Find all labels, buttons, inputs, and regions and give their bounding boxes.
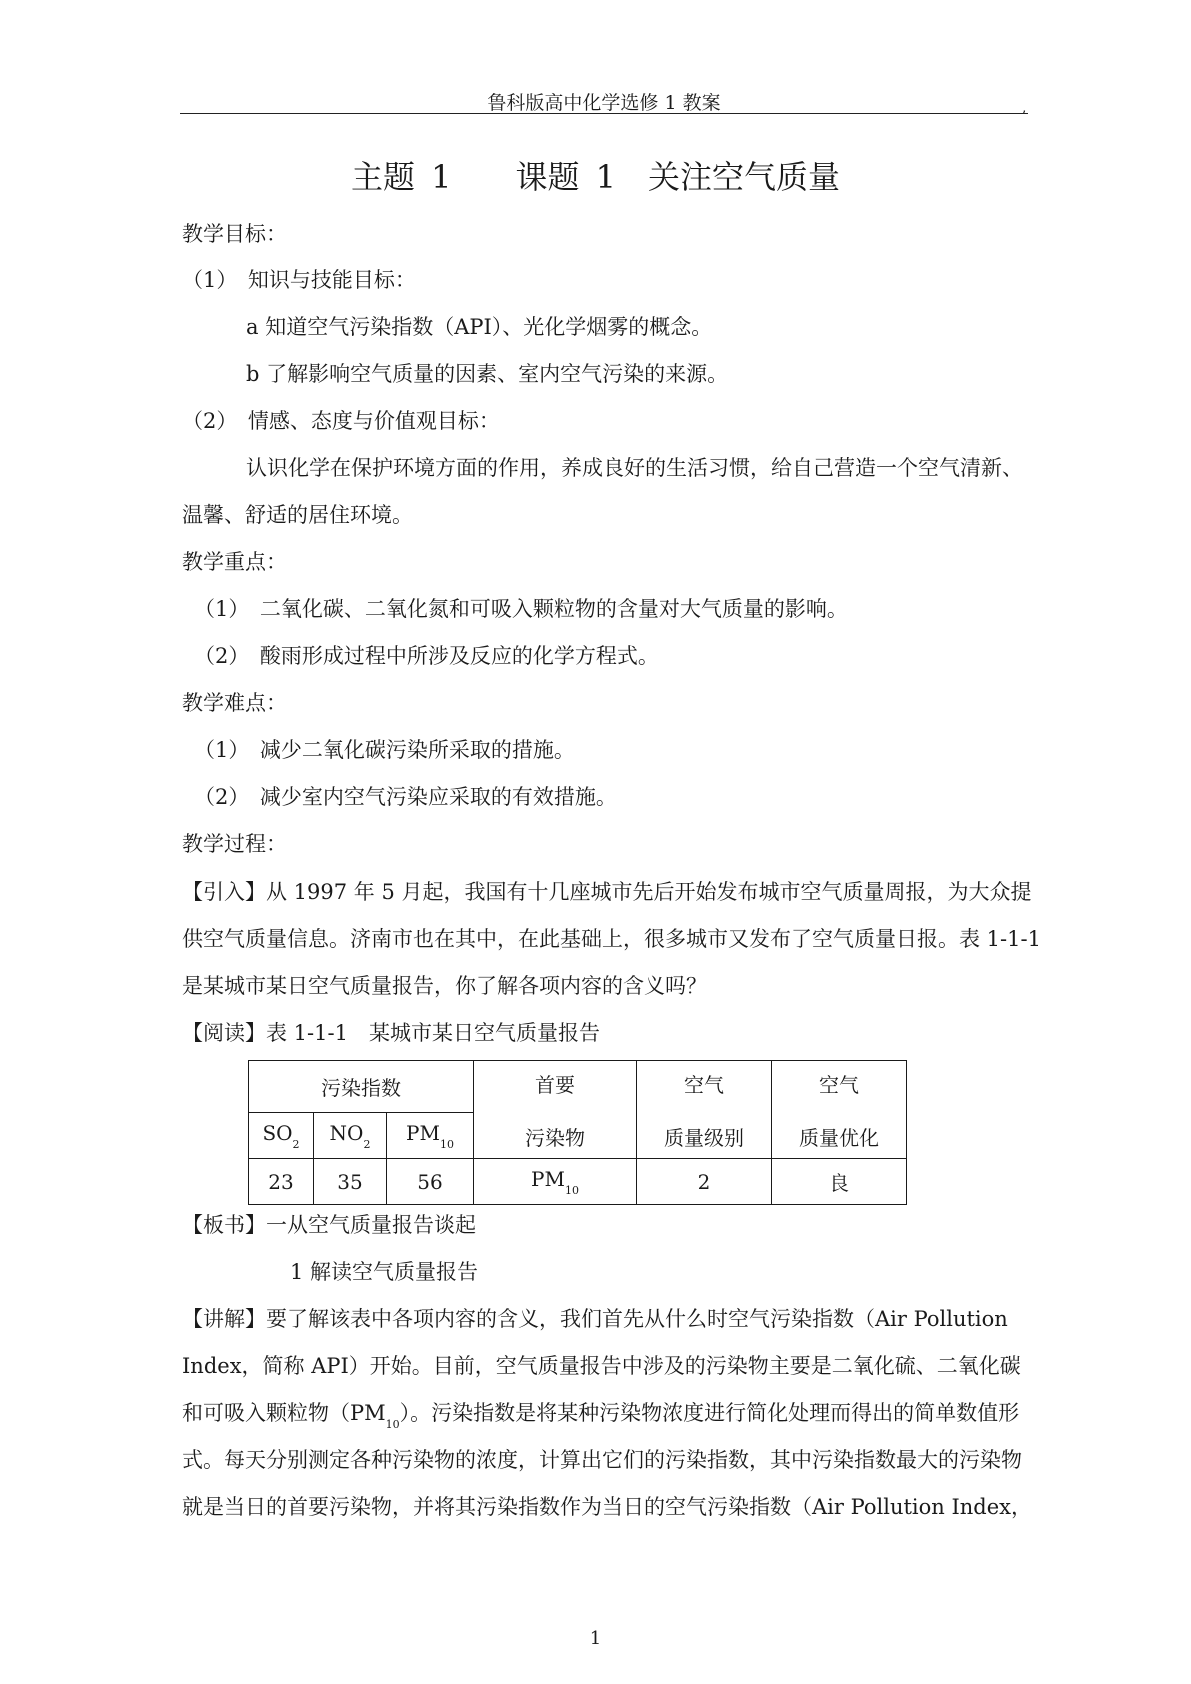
table-row	[249, 1159, 907, 1205]
value-air-quality-rating: 良	[772, 1159, 907, 1205]
intro-line-2: 供空气质量信息。济南市也在其中，在此基础上，很多城市又发布了空气质量日报。表 1-1-1	[182, 927, 1041, 951]
value-so2: 23	[249, 1159, 314, 1205]
header-pollution-index: 污染指数	[249, 1061, 474, 1113]
page-number: 1	[589, 1628, 602, 1649]
read-caption: 【阅读】表 1-1-1 某城市某日空气质量报告	[182, 1021, 600, 1045]
goals-heading: 教学目标：	[182, 222, 287, 246]
value-no2: 35	[314, 1159, 387, 1205]
header-primary-line-1: 首要	[535, 1072, 575, 1097]
header-rule	[180, 113, 1028, 114]
key-points-heading: 教学重点：	[182, 550, 287, 574]
header-primary-line-2: 污染物	[525, 1125, 585, 1150]
explain-line-2: Index，简称 API）开始。目前，空气质量报告中涉及的污染物主要是二氧化硫、二氧化碳	[182, 1354, 1021, 1378]
difficulties-item-2: （2） 减少室内空气污染应采取的有效措施。	[194, 785, 617, 809]
value-pm10: 56	[387, 1159, 474, 1205]
document-title: 主题 1 课题 1 关注空气质量	[350, 158, 841, 196]
header-primary-pollutant	[474, 1061, 637, 1159]
goals-item-2-line-2: 温馨、舒适的居住环境。	[182, 503, 413, 527]
header-air-level-line-2: 质量级别	[664, 1125, 744, 1150]
board-line-1: 【板书】一从空气质量报告谈起	[182, 1213, 476, 1237]
key-points-item-2: （2） 酸雨形成过程中所涉及反应的化学方程式。	[194, 644, 659, 668]
header-air-quality-level	[637, 1061, 772, 1159]
page-header: 鲁科版高中化学选修 1 教案	[487, 92, 721, 114]
goals-item-2: （2） 情感、态度与价值观目标：	[182, 409, 500, 433]
intro-line-1: 【引入】从 1997 年 5 月起，我国有十几座城市先后开始发布城市空气质量周报，为大众提	[182, 880, 1032, 904]
explain-line-1: 【讲解】要了解该表中各项内容的含义，我们首先从什么时空气污染指数（Air Pollution	[182, 1307, 1008, 1331]
intro-line-3: 是某城市某日空气质量报告，你了解各项内容的含义吗？	[182, 974, 707, 998]
key-points-item-1: （1） 二氧化碳、二氧化氮和可吸入颗粒物的含量对大气质量的影响。	[194, 597, 848, 621]
header-so2: $SO_2$	[249, 1113, 314, 1159]
difficulties-heading: 教学难点：	[182, 691, 287, 715]
header-mark: ,	[1022, 100, 1027, 116]
explain-line-3: 和可吸入颗粒物$(PM_{10})$。污染指数是将某种污染物浓度进行简化处理而得出的简单数值形	[182, 1401, 1020, 1431]
value-primary-pollutant: $PM_{10}$	[474, 1159, 637, 1205]
goals-item-2-line-1: 认识化学在保护环境方面的作用，养成良好的生活习惯，给自己营造一个空气清新、	[246, 456, 1023, 480]
air-quality-table	[248, 1060, 907, 1205]
table-header-row	[249, 1061, 907, 1113]
process-heading: 教学过程：	[182, 832, 287, 856]
explain-line-5: 就是当日的首要污染物，并将其污染指数作为当日的空气污染指数（Air Pollution Index，	[182, 1495, 1033, 1519]
value-air-quality-level: 2	[637, 1159, 772, 1205]
goals-item-1: （1） 知识与技能目标：	[182, 268, 416, 292]
header-air-quality-rating	[772, 1061, 907, 1159]
header-air-rating-line-2: 质量优化	[799, 1125, 879, 1150]
header-air-rating-line-1: 空气	[819, 1072, 859, 1097]
board-line-2: 1 解读空气质量报告	[290, 1260, 479, 1284]
header-no2: $NO_2$	[314, 1113, 387, 1159]
header-pm10: $PM_{10}$	[387, 1113, 474, 1159]
header-air-level-line-1: 空气	[684, 1072, 724, 1097]
explain-line-4: 式。每天分别测定各种污染物的浓度，计算出它们的污染指数，其中污染指数最大的污染物	[182, 1448, 1022, 1472]
difficulties-item-1: （1） 减少二氧化碳污染所采取的措施。	[194, 738, 575, 762]
goals-item-1a: a 知道空气污染指数（API）、光化学烟雾的概念。	[246, 315, 713, 339]
goals-item-1b: b 了解影响空气质量的因素、室内空气污染的来源。	[246, 362, 729, 386]
